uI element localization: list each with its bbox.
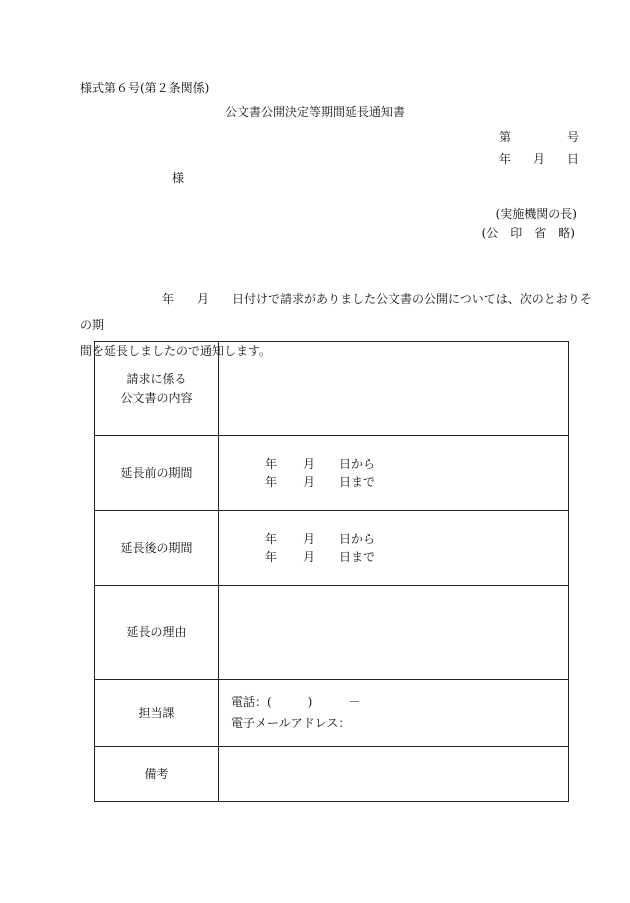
reason-label: 延長の理由 xyxy=(95,586,219,680)
form-number: 様式第６号(第２条関係) xyxy=(80,81,210,95)
body-line2: 間を延長しましたので通知します。 xyxy=(80,344,272,358)
sender-title: (実施機関の長) xyxy=(495,207,577,221)
row-remarks xyxy=(95,747,569,802)
body-line1: 日付けで請求がありました公文書の公開については、次のとおりその期 xyxy=(80,292,592,332)
contact-label: 担当課 xyxy=(95,680,219,747)
row-contact xyxy=(95,680,569,747)
period-after-value[interactable] xyxy=(219,511,569,586)
row-period-after xyxy=(95,511,569,586)
email-label: 電子メールアドレス： xyxy=(231,716,351,730)
period-before-label: 延長前の期間 xyxy=(95,436,219,511)
remarks-value[interactable] xyxy=(219,747,569,802)
row-period-before xyxy=(95,436,569,511)
remarks-label: 備考 xyxy=(95,747,219,802)
body-year: 年 xyxy=(162,292,175,306)
date-year: 年 xyxy=(499,152,512,166)
request-content-value[interactable] xyxy=(219,342,569,436)
period-after-from: 年 月 日から xyxy=(265,532,376,546)
phone-label: 電話：( ) － xyxy=(231,695,361,709)
period-before-until: 年 月 日まで xyxy=(265,475,376,489)
doc-number-suffix: 号 xyxy=(567,130,580,144)
date-month: 月 xyxy=(533,152,546,166)
document-title: 公文書公開決定等期間延長通知書 xyxy=(224,105,405,119)
period-after-label: 延長後の期間 xyxy=(95,511,219,586)
request-content-label: 請求に係る 公文書の内容 xyxy=(95,342,219,436)
reason-value[interactable] xyxy=(219,586,569,680)
seal-omitted-note: (公 印 省 略) xyxy=(481,226,575,240)
body-month: 月 xyxy=(197,292,210,306)
addressee-honorific: 様 xyxy=(172,171,185,185)
doc-number-prefix: 第 xyxy=(499,130,512,144)
row-reason xyxy=(95,586,569,680)
date-day: 日 xyxy=(567,152,580,166)
period-before-value[interactable] xyxy=(219,436,569,511)
row-request-content xyxy=(95,342,569,436)
details-table xyxy=(94,341,569,802)
contact-value[interactable] xyxy=(219,680,569,747)
period-before-from: 年 月 日から xyxy=(265,457,376,471)
period-after-until: 年 月 日まで xyxy=(265,550,376,564)
